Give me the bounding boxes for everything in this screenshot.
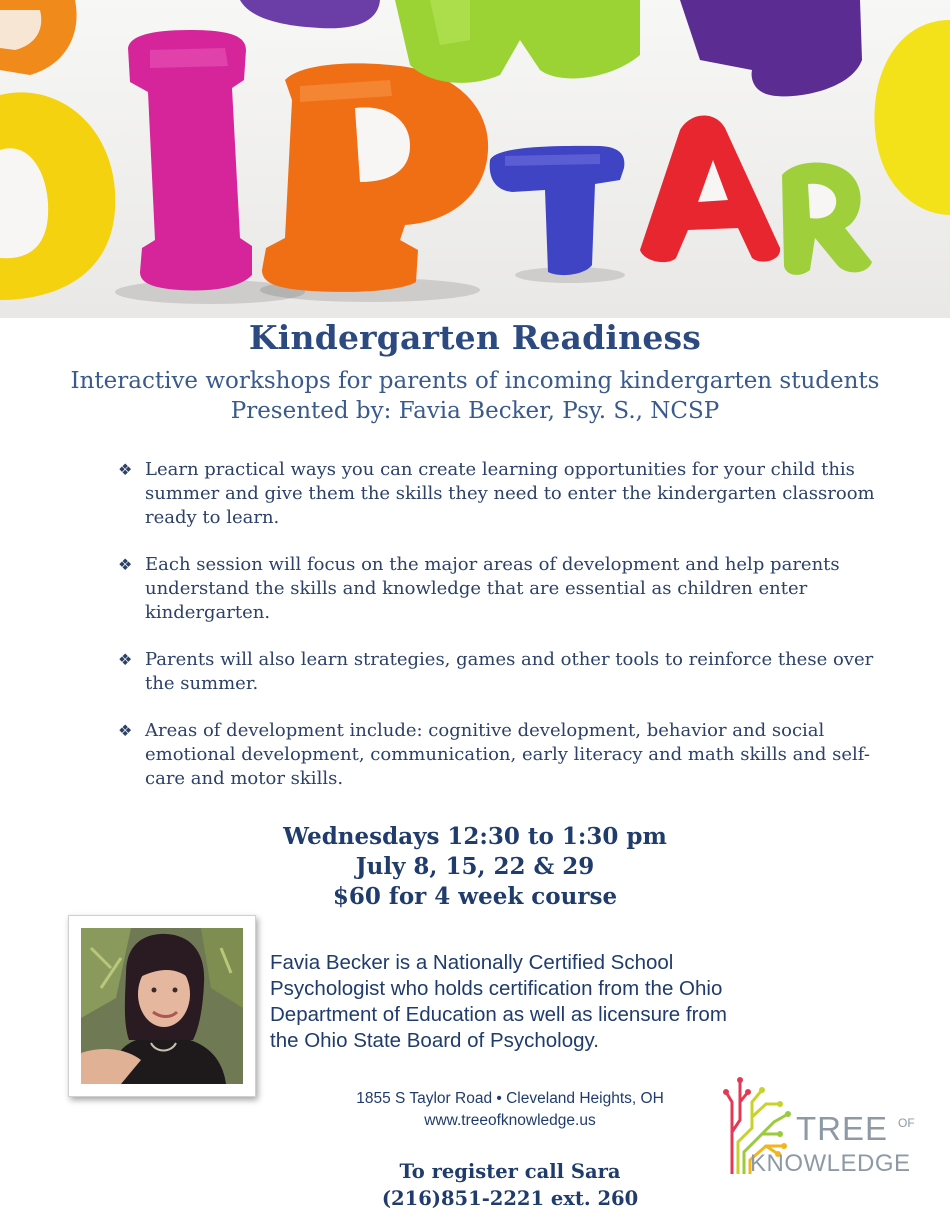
schedule-time: Wednesdays 12:30 to 1:30 pm: [283, 823, 667, 850]
schedule-block: [0, 822, 950, 912]
register-block: [300, 1158, 720, 1212]
register-prompt: To register call Sara: [399, 1160, 621, 1183]
tree-of-knowledge-logo: [722, 1062, 922, 1180]
bio-line: Favia Becker is a Nationally Certified School: [270, 951, 674, 974]
schedule-dates: July 8, 15, 22 & 29: [355, 853, 595, 880]
presenter-portrait-image: [81, 928, 243, 1084]
diamond-bullet-icon: ❖: [118, 650, 133, 669]
bio-line: Psychologist who holds certification from the Ohio: [270, 977, 723, 1000]
list-item: [118, 648, 888, 696]
presenter-photo: [68, 915, 256, 1097]
list-item: [118, 458, 888, 530]
bullet-text: Learn practical ways you can create learning opportunities for your child this summer and give them the skills they need to enter the kindergarten classroom ready to learn.: [145, 459, 875, 528]
header-banner-image: [0, 0, 950, 318]
diamond-bullet-icon: ❖: [118, 721, 133, 740]
list-item: [118, 553, 888, 625]
page-title: Kindergarten Readiness: [248, 318, 702, 357]
logo-word-tree: TREE: [796, 1110, 889, 1147]
street-address: 1855 S Taylor Road • Cleveland Heights, OH: [356, 1090, 664, 1107]
website-link[interactable]: www.treeofknowledge.us: [424, 1112, 596, 1129]
feature-bullet-list: [118, 458, 888, 814]
presenter-bio: [270, 950, 790, 1054]
diamond-bullet-icon: ❖: [118, 555, 133, 574]
bio-line: the Ohio State Board of Psychology.: [270, 1029, 599, 1052]
list-item: [118, 719, 888, 791]
logo-word-of: OF: [898, 1116, 915, 1130]
subtitle-presenter: Presented by: Favia Becker, Psy. S., NCSP: [230, 398, 720, 424]
bullet-text: Areas of development include: cognitive development, behavior and social emotional development, communication, early literacy and math skills and self-care and motor skills.: [145, 720, 870, 789]
contact-address-block: [280, 1088, 740, 1132]
bullet-text: Each session will focus on the major areas of development and help parents understand the skills and knowledge that are essential as children enter kindergarten.: [145, 554, 840, 623]
logo-word-knowledge: KNOWLEDGE: [750, 1150, 911, 1177]
diamond-bullet-icon: ❖: [118, 460, 133, 479]
bio-line: Department of Education as well as licensure from: [270, 1003, 727, 1026]
subtitle-workshops: Interactive workshops for parents of incoming kindergarten students: [70, 368, 880, 394]
register-phone: (216)851-2221 ext. 260: [381, 1187, 639, 1210]
bullet-text: Parents will also learn strategies, games and other tools to reinforce these over the summer.: [145, 649, 874, 694]
schedule-price: $60 for 4 week course: [332, 883, 618, 910]
